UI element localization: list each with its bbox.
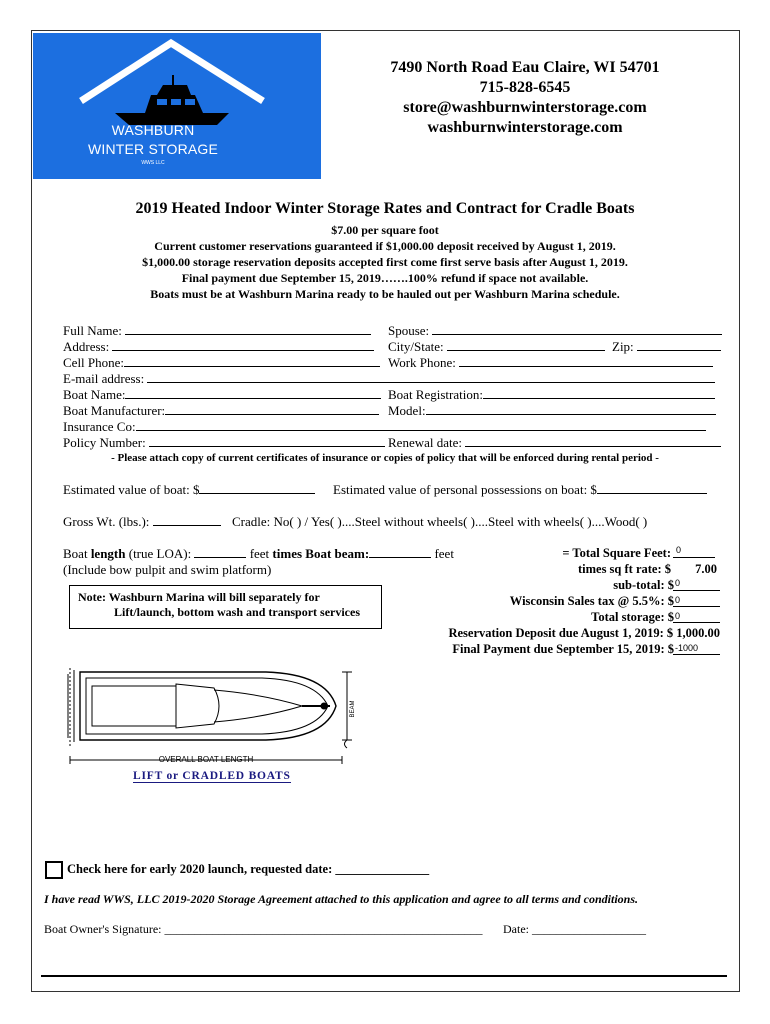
- renewal-date-field[interactable]: [388, 435, 721, 451]
- beam-label: BEAM: [350, 700, 356, 718]
- early-launch-label: Check here for early 2020 launch, requested date: _______________: [67, 862, 430, 876]
- total-sq-ft-label: = Total Square Feet:: [562, 546, 671, 560]
- term-guarantee: Current customer reservations guaranteed if $1,000.00 deposit received by August 1, 2019.: [154, 239, 616, 253]
- logo-line2: WINTER STORAGE: [87, 141, 219, 157]
- total-sq-ft-line: [673, 557, 715, 558]
- city-state-label: City/State:: [388, 339, 444, 354]
- total-storage-line: [673, 622, 720, 623]
- gross-weight-field[interactable]: [63, 514, 221, 530]
- sales-tax-label: Wisconsin Sales tax @ 5.5%: $: [509, 594, 674, 608]
- subtotal-label: sub-total: $: [613, 578, 674, 592]
- rate-value: 7.00: [695, 562, 717, 576]
- rate-label: times sq ft rate: $: [577, 562, 671, 576]
- boat-word: Boat: [63, 546, 88, 561]
- zip-label: Zip:: [612, 339, 634, 354]
- boat-name-field[interactable]: [63, 387, 381, 403]
- address-label: Address:: [63, 339, 110, 354]
- cell-phone-label: Cell Phone:: [63, 355, 125, 370]
- term-final-payment: Final payment due September 15, 2019…….100% refund if space not available.: [181, 271, 589, 285]
- insurance-co-label: Insurance Co:: [63, 419, 136, 434]
- address-field[interactable]: [63, 339, 374, 355]
- boat-manufacturer-field[interactable]: [63, 403, 379, 419]
- spouse-label: Spouse:: [388, 323, 430, 338]
- subtotal-value[interactable]: 0: [675, 578, 681, 588]
- length-word: length: [90, 546, 126, 561]
- signature-field[interactable]: Boat Owner's Signature: _____________________________________________________: [44, 922, 483, 936]
- dimensions-field[interactable]: [63, 546, 454, 562]
- terms-block: [40, 222, 730, 302]
- estimated-possessions-label: Estimated value of personal possessions on boat: $: [333, 482, 597, 497]
- true-loa-label: (true LOA):: [128, 546, 192, 561]
- subtotal-line: [673, 590, 720, 591]
- boat-registration-label: Boat Registration:: [388, 387, 483, 402]
- contact-address: 7490 North Road Eau Claire, WI 54701: [390, 59, 660, 76]
- model-field[interactable]: [388, 403, 716, 419]
- date-field[interactable]: Date: ___________________: [503, 922, 646, 936]
- feet-word-1: feet: [249, 546, 270, 561]
- note-line1: Note: Washburn Marina will bill separately for: [78, 590, 320, 604]
- city-state-field[interactable]: [388, 339, 605, 355]
- beam-input[interactable]: [369, 546, 431, 558]
- boat-registration-field[interactable]: [388, 387, 715, 403]
- final-payment-line: [673, 654, 720, 655]
- contact-phone: 715-828-6545: [479, 79, 571, 96]
- sales-tax-line: [673, 606, 720, 607]
- spouse-field[interactable]: [388, 323, 722, 339]
- zip-field[interactable]: [612, 339, 721, 355]
- cockpit-outline: [92, 686, 176, 726]
- term-haul-out: Boats must be at Washburn Marina ready to be hauled out per Washburn Marina schedule.: [150, 287, 620, 301]
- cradle-options[interactable]: Cradle: No( ) / Yes( )....Steel without wheels( )....Steel with wheels( )....Wood( ): [232, 514, 648, 529]
- reservation-deposit: Reservation Deposit due August 1, 2019: $ 1,000.00: [448, 626, 720, 640]
- contact-website[interactable]: washburnwinterstorage.com: [427, 119, 623, 136]
- page-title: 2019 Heated Indoor Winter Storage Rates and Contract for Cradle Boats: [135, 200, 635, 217]
- estimated-boat-label: Estimated value of boat: $: [63, 482, 200, 497]
- cell-phone-field[interactable]: [63, 355, 380, 371]
- total-sq-ft-value[interactable]: 0: [676, 545, 682, 555]
- beam-word: beam:: [334, 546, 370, 561]
- final-payment-value[interactable]: -1000: [675, 643, 699, 653]
- estimated-possessions-field[interactable]: [333, 482, 707, 498]
- term-deposit: $1,000.00 storage reservation deposits accepted first come first serve basis after August 1, 2019.: [142, 255, 628, 269]
- boat-house-logo-icon: [33, 33, 321, 179]
- company-logo: [33, 33, 321, 179]
- full-name-field[interactable]: [63, 323, 371, 339]
- final-payment-label: Final Payment due September 15, 2019: $: [452, 642, 674, 656]
- diagram-caption: LIFT or CRADLED BOATS: [133, 770, 291, 782]
- contact-email[interactable]: store@washburnwinterstorage.com: [403, 99, 647, 116]
- renewal-date-label: Renewal date:: [388, 435, 462, 450]
- boat-manufacturer-label: Boat Manufacturer:: [63, 403, 166, 418]
- console-outline: [176, 684, 219, 728]
- length-input[interactable]: [194, 546, 246, 558]
- overall-length-label: OVERALL BOAT LENGTH: [158, 755, 254, 764]
- total-storage-label: Total storage: $: [591, 610, 674, 624]
- hull-outline: [80, 672, 336, 740]
- insurance-co-field[interactable]: [63, 419, 706, 435]
- boat-diagram: [66, 664, 366, 768]
- email-field[interactable]: [63, 371, 715, 387]
- logo-line1: WASHBURN: [111, 122, 195, 138]
- work-phone-field[interactable]: [388, 355, 713, 371]
- note-line2: Lift/launch, bottom wash and transport services: [114, 605, 361, 619]
- logo-small: WWS LLC: [141, 160, 165, 166]
- gross-weight-label: Gross Wt. (lbs.):: [63, 514, 150, 529]
- billing-note-box: [69, 585, 382, 629]
- email-label: E-mail address:: [63, 371, 145, 386]
- agreement-text: I have read WWS, LLC 2019-2020 Storage Agreement attached to this application and agree to all terms and conditions.: [44, 892, 639, 906]
- insurance-note: - Please attach copy of current certificates of insurance or copies of policy that will be enforced during rental period -: [111, 452, 659, 464]
- bow-cleat: [321, 703, 327, 709]
- early-launch-checkbox[interactable]: [45, 861, 63, 879]
- sales-tax-value[interactable]: 0: [675, 595, 681, 605]
- boat-name-label: Boat Name:: [63, 387, 126, 402]
- bottom-divider: [41, 975, 727, 977]
- model-label: Model:: [388, 403, 426, 418]
- bow-deck: [214, 690, 302, 722]
- times-boat-word: times Boat: [272, 546, 332, 561]
- policy-number-label: Policy Number:: [63, 435, 146, 450]
- full-name-label: Full Name:: [63, 323, 122, 338]
- include-note: (Include bow pulpit and swim platform): [63, 562, 272, 577]
- work-phone-label: Work Phone:: [388, 355, 456, 370]
- feet-word-2: feet: [434, 546, 454, 561]
- estimated-boat-value-field[interactable]: [63, 482, 315, 498]
- term-rate: $7.00 per square foot: [331, 223, 439, 237]
- policy-number-field[interactable]: [63, 435, 385, 451]
- total-storage-value[interactable]: 0: [675, 611, 681, 621]
